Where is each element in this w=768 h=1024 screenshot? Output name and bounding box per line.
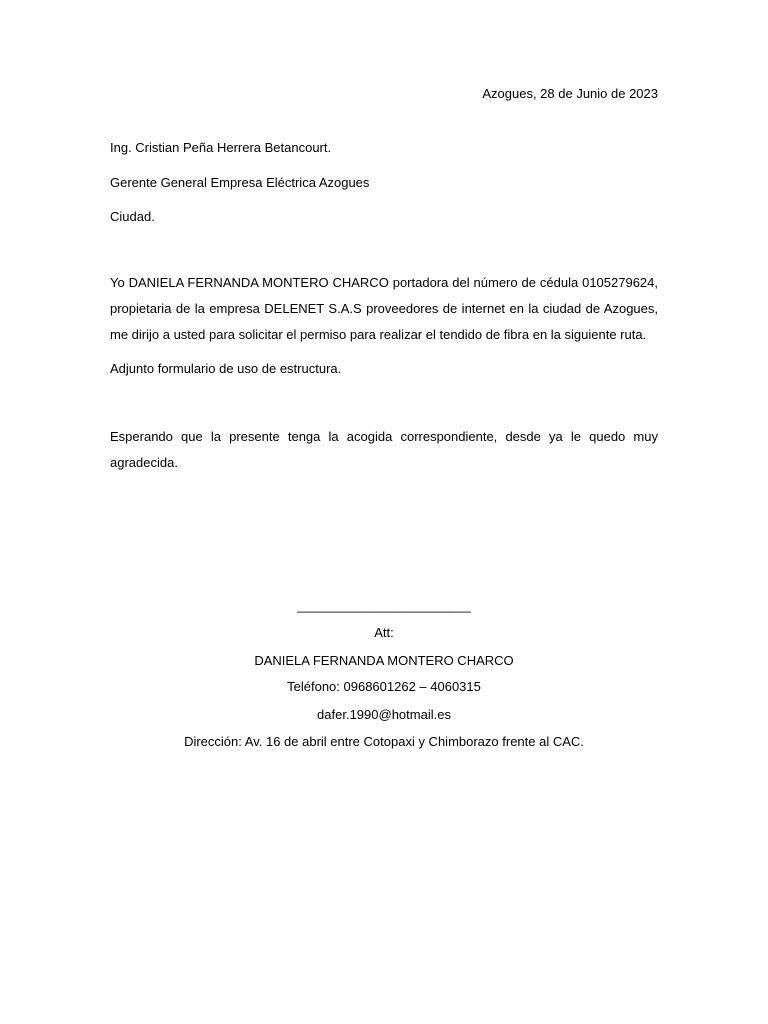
signature-email: dafer.1990@hotmail.es [317,707,451,722]
body-paragraph-closing: Esperando que la presente tenga la acogida correspondiente, desde ya le quedo muy agradecida. [110,429,658,470]
signature-address: Dirección: Av. 16 de abril entre Cotopaxi y Chimborazo frente al CAC. [184,734,584,749]
recipient-city: Ciudad. [110,209,155,224]
signature-line: ________________________ [297,598,471,613]
signature-att: Att: [374,625,394,640]
recipient-name: Ing. Cristian Peña Herrera Betancourt. [110,140,332,155]
letter-date: Azogues, 28 de Junio de 2023 [482,86,658,101]
body-paragraph-attachment: Adjunto formulario de uso de estructura. [110,361,342,376]
signature-phone: Teléfono: 0968601262 – 4060315 [287,679,481,694]
body-paragraph-request: Yo DANIELA FERNANDA MONTERO CHARCO portadora del número de cédula 0105279624, propietaria de la empresa DELENET S.A.S proveedores de internet en la ciudad de Azogues, me dirijo a usted para solicitar el permiso para realizar el tendido de fibra en la siguiente ruta. [110,275,658,342]
signature-name: DANIELA FERNANDA MONTERO CHARCO [254,653,514,668]
recipient-position: Gerente General Empresa Eléctrica Azogues [110,175,370,190]
